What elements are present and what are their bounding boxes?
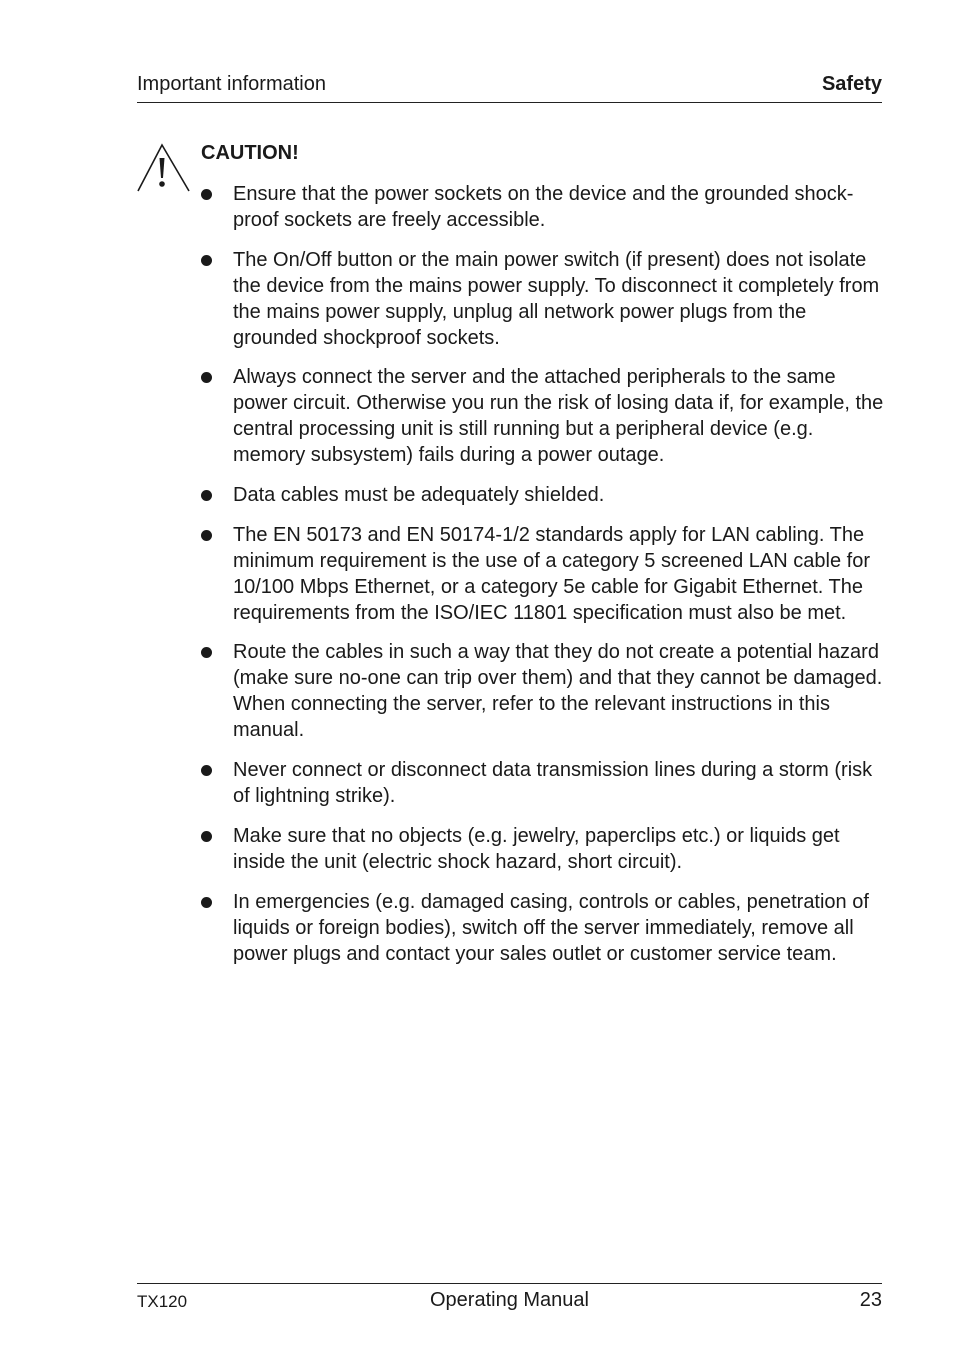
- bullet-icon: [201, 765, 212, 776]
- bullet-icon: [201, 189, 212, 200]
- list-item: [201, 522, 886, 626]
- footer-document-title: Operating Manual: [430, 1289, 589, 1311]
- list-item: [201, 482, 886, 508]
- bullet-icon: [201, 530, 212, 541]
- list-item-text: Always connect the server and the attached peripherals to the same power circuit. Otherwise you run the risk of losing data if, for example, the central processing unit is still running but a peripheral device (e.g. memory subsystem) fails during a power outage.: [233, 366, 884, 467]
- list-item-text: Never connect or disconnect data transmission lines during a storm (risk of lightning strike).: [233, 759, 873, 808]
- warning-triangle-icon: [136, 141, 192, 193]
- caution-list: [201, 181, 886, 980]
- list-item-text: Make sure that no objects (e.g. jewelry, paperclips etc.) or liquids get inside the unit (electric shock hazard, short circuit).: [233, 824, 840, 873]
- bullet-icon: [201, 255, 212, 266]
- caution-heading: CAUTION!: [201, 142, 299, 164]
- bullet-icon: [201, 831, 212, 842]
- footer-model: TX120: [137, 1292, 188, 1311]
- list-item: [201, 823, 886, 875]
- list-item: [201, 247, 886, 351]
- list-item: [201, 889, 886, 967]
- list-item-text: Data cables must be adequately shielded.: [233, 484, 605, 507]
- page-number: 23: [859, 1289, 882, 1311]
- header-chapter-title: Safety: [821, 73, 882, 95]
- list-item: [201, 639, 886, 743]
- header-section-title: Important information: [137, 73, 326, 95]
- list-item: [201, 757, 886, 809]
- bullet-icon: [201, 647, 212, 658]
- list-item-text: In emergencies (e.g. damaged casing, controls or cables, penetration of liquids or foreign bodies), switch off the server immediately, remove all power plugs and contact your sales outlet or customer service team.: [233, 890, 869, 965]
- list-item-text: Ensure that the power sockets on the device and the grounded shock-proof sockets are freely accessible.: [233, 183, 854, 231]
- list-item-text: The On/Off button or the main power switch (if present) does not isolate the device from the mains power supply. To disconnect it completely from the mains power supply, unplug all network power plugs from the grounded shockproof sockets.: [233, 248, 880, 349]
- list-item: [201, 364, 886, 468]
- list-item: [201, 181, 886, 233]
- page-footer: [137, 1283, 882, 1324]
- bullet-icon: [201, 897, 212, 908]
- list-item-text: The EN 50173 and EN 50174-1/2 standards apply for LAN cabling. The minimum requirement is the use of a category 5 screened LAN cable for 10/100 Mbps Ethernet, or a category 5e cable for Gigabit Ethernet. The requirements from the ISO/IEC 11801 specification must also be met.: [233, 523, 870, 624]
- page-header: [137, 71, 882, 103]
- bullet-icon: [201, 372, 212, 383]
- list-item-text: Route the cables in such a way that they do not create a potential hazard (make sure no-one can trip over them) and that they cannot be damaged. When connecting the server, refer to the relevant instructions in this manual.: [233, 641, 883, 742]
- bullet-icon: [201, 490, 212, 501]
